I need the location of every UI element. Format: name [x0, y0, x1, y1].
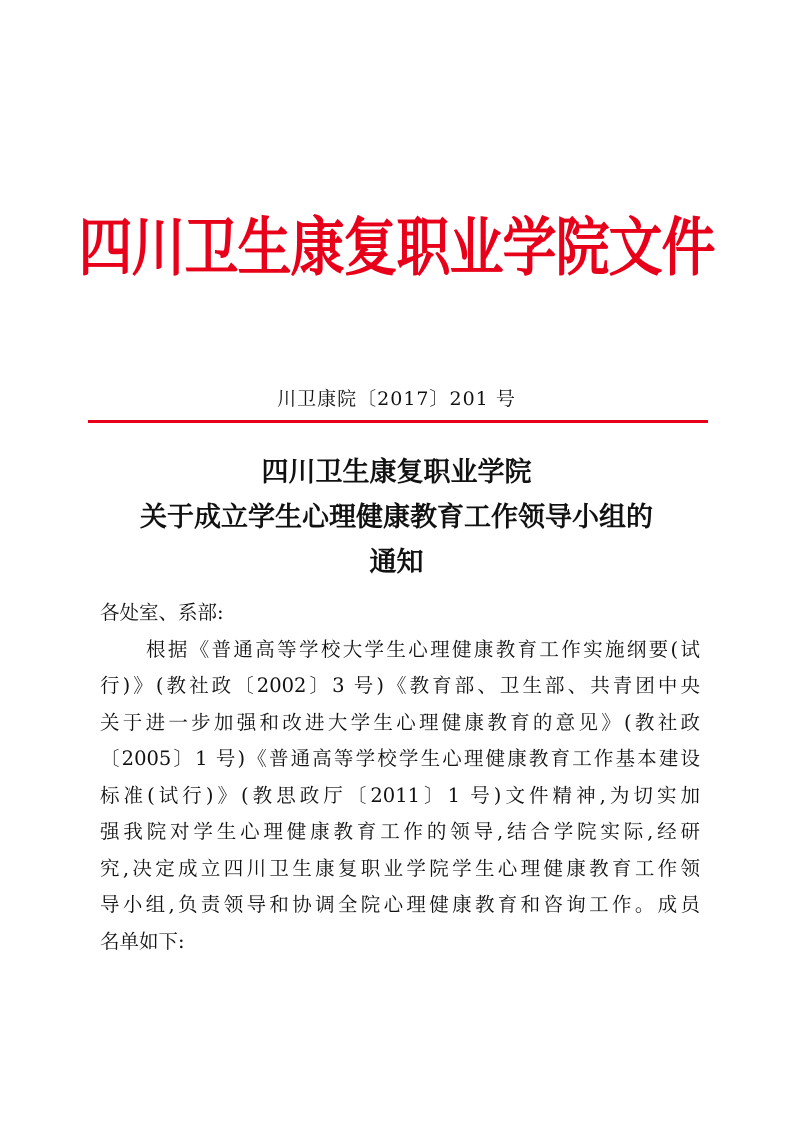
body-line: 标准(试行)》(教思政厅〔2011〕1 号)文件精神,为切实加 [100, 783, 700, 807]
notice-body [100, 595, 700, 960]
title-line-2: 关于成立学生心理健康教育工作领导小组的 [140, 502, 653, 533]
title-line-3: 通知 [369, 547, 424, 578]
document-number: 川卫康院〔2017〕201 号 [277, 388, 516, 410]
body-line: 名单如下: [100, 929, 185, 953]
notice-title [0, 450, 793, 585]
title-line-1: 四川卫生康复职业学院 [261, 457, 532, 488]
body-line: 导小组,负责领导和协调全院心理健康教育和咨询工作。成员 [100, 893, 700, 916]
red-divider-line [88, 420, 708, 423]
body-line: 强我院对学生心理健康教育工作的领导,结合学院实际,经研 [100, 820, 700, 843]
body-line: 行)》(教社政〔2002〕3 号)《教育部、卫生部、共青团中央 [100, 674, 700, 697]
masthead-title: 四川卫生康复职业学院文件 [78, 209, 715, 285]
salutation: 各处室、系部: [100, 601, 224, 624]
body-line: 究,决定成立四川卫生康复职业学院学生心理健康教育工作领 [100, 856, 700, 880]
body-line: 关于进一步加强和改进大学生心理健康教育的意见》(教社政 [100, 710, 700, 734]
body-line: 〔2005〕1 号)《普通高等学校学生心理健康教育工作基本建设 [100, 747, 700, 770]
body-line: 根据《普通高等学校大学生心理健康教育工作实施纲要(试 [146, 637, 700, 661]
